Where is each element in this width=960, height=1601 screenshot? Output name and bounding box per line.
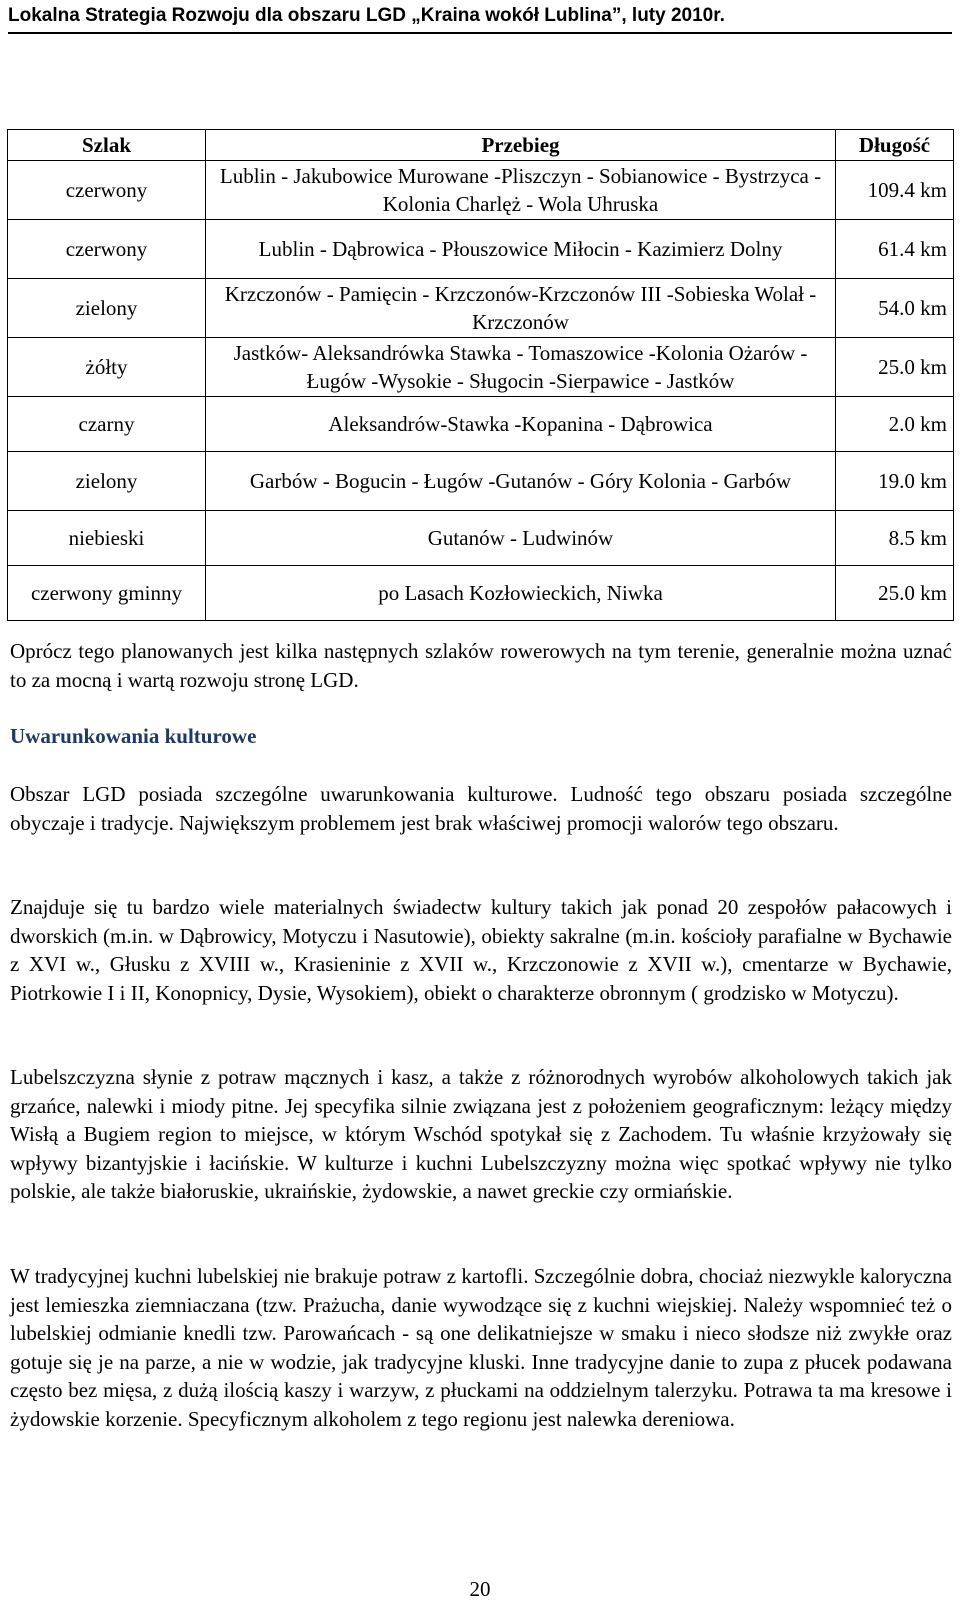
header-trail: Szlak (8, 130, 206, 161)
trail-color: niebieski (8, 511, 206, 566)
paragraph-trails-note: Oprócz tego planowanych jest kilka następnych szlaków rowerowych na tym terenie, generalnie można uznać to za mocną i wartą rozwoju stronę LGD. (10, 639, 952, 692)
running-header: Lokalna Strategia Rozwoju dla obszaru LGD „Kraina wokół Lublina”, luty 2010r. (8, 2, 952, 34)
paragraph-cultural-conditions: Obszar LGD posiada szczególne uwarunkowania kulturowe. Ludność tego obszaru posiada szczególne obyczaje i tradycje. Największym problemem jest brak właściwej promocji walorów tego obszaru. (10, 782, 952, 835)
table-row (8, 452, 954, 511)
trail-route: po Lasach Kozłowieckich, Niwka (206, 566, 836, 621)
trail-route: Lublin - Dąbrowica - Płouszowice Miłocin - Kazimierz Dolny (206, 220, 836, 279)
trail-length: 2.0 km (836, 397, 954, 452)
trail-length: 8.5 km (836, 511, 954, 566)
trail-length: 54.0 km (836, 279, 954, 338)
bike-trails-table (7, 129, 954, 621)
header-length: Długość (836, 130, 954, 161)
table-row (8, 397, 954, 452)
section-heading: Uwarunkowania kulturowe (10, 724, 257, 748)
trail-length: 19.0 km (836, 452, 954, 511)
table-row (8, 161, 954, 220)
paragraph-traditional-dishes: W tradycyjnej kuchni lubelskiej nie brakuje potraw z kartofli. Szczególnie dobra, chociaż niezwykle kaloryczna jest lemieszka ziemniaczana (tzw. Prażucha, danie wywodzące się z kuchni wiejskiej. Należy wspomnieć też o lubelskiej odmianie knedli tzw. Parowańcach - są one delikatniejsze w smaku i nieco słodsze niż zwykłe oraz gotuje się je na parze, a nie w wodzie, jak tradycyjne kluski. Inne tradycyjne danie to zupa z płucek podawana często bez mięsa, z dużą ilością kaszy i warzyw, z płuckami na oddzielnym talerzyku. Potrawa ta ma kresowe i żydowskie korzenie. Specyficznym alkoholem z tego regionu jest nalewka dereniowa. (10, 1264, 952, 1431)
trail-color: zielony (8, 279, 206, 338)
trail-color: czarny (8, 397, 206, 452)
trail-length: 25.0 km (836, 338, 954, 397)
page-number: 20 (469, 1577, 491, 1601)
table-row (8, 338, 954, 397)
trail-color: czerwony (8, 161, 206, 220)
trail-route: Garbów - Bogucin - Ługów -Gutanów - Góry Kolonia - Garbów (206, 452, 836, 511)
trail-length: 109.4 km (836, 161, 954, 220)
trail-length: 25.0 km (836, 566, 954, 621)
trail-route: Gutanów - Ludwinów (206, 511, 836, 566)
trail-route: Aleksandrów-Stawka -Kopanina - Dąbrowica (206, 397, 836, 452)
header-route: Przebieg (206, 130, 836, 161)
table-row (8, 511, 954, 566)
trail-color: czerwony (8, 220, 206, 279)
table-row (8, 220, 954, 279)
paragraph-regional-cuisine: Lubelszczyzna słynie z potraw mącznych i kasz, a także z różnorodnych wyrobów alkoholowych takich jak grzańce, nalewki i miody pitne. Jej specyfika silnie związana jest z położeniem geograficznym: leżący między Wisłą a Bugiem region to miejsce, w którym Wschód spotykał się z Zachodem. Tu właśnie krzyżowały się wpływy bizantyjskie i łacińskie. W kulturze i kuchni Lubelszczyzny można więc spotkać wpływy nie tylko polskie, ale także białoruskie, ukraińskie, żydowskie, a nawet greckie czy ormiańskie. (10, 1065, 952, 1203)
trail-color: żółty (8, 338, 206, 397)
trail-color: zielony (8, 452, 206, 511)
trail-length: 61.4 km (836, 220, 954, 279)
table-row (8, 279, 954, 338)
trail-route: Lublin - Jakubowice Murowane -Pliszczyn - Sobianowice - Bystrzyca - Kolonia Charlęż - Wola Uhruska (206, 161, 836, 220)
table-row (8, 566, 954, 621)
paragraph-cultural-heritage: Znajduje się tu bardzo wiele materialnych świadectw kultury takich jak ponad 20 zespołów pałacowych i dworskich (m.in. w Dąbrowicy, Motyczu i Nasutowie), obiekty sakralne (m.in. kościoły parafialne w Bychawie z XVI w., Głusku z XVIII w., Krasieninie z XVII w., Krzczonowie z XVII w.), cmentarze w Bychawie, Piotrkowie I i II, Konopnicy, Dysie, Wysokiem), obiekt o charakterze obronnym ( grodzisko w Motyczu). (10, 895, 952, 1005)
table-header-row (8, 130, 954, 161)
trail-route: Jastków- Aleksandrówka Stawka - Tomaszowice -Kolonia Ożarów - Ługów -Wysokie - Sługocin -Sierpawice - Jastków (206, 338, 836, 397)
trail-route: Krzczonów - Pamięcin - Krzczonów-Krzczonów III -Sobieska Wolał - Krzczonów (206, 279, 836, 338)
trail-color: czerwony gminny (8, 566, 206, 621)
